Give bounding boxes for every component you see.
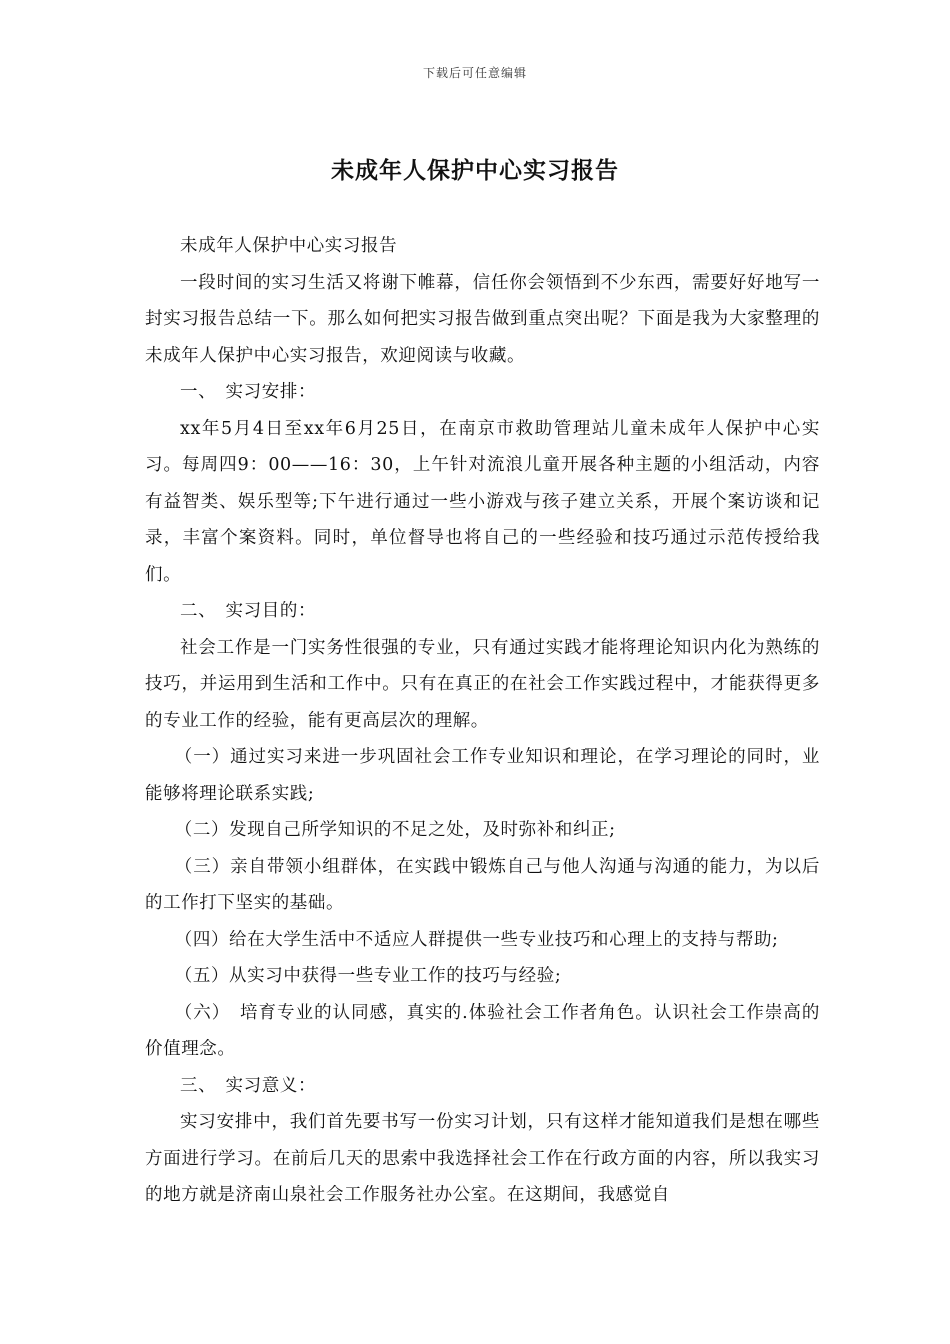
- document-title: 未成年人保护中心实习报告: [331, 158, 619, 184]
- paragraph-intro: 一段时间的实习生活又将谢下帷幕，信任你会领悟到不少东西，需要好好地写一封实习报告总结一下。那么如何把实习报告做到重点突出呢？下面是我为大家整理的未成年人保护中心实习报告，欢迎阅读与收藏。: [145, 272, 820, 366]
- list-item-purpose-1: （一）通过实习来进一步巩固社会工作专业知识和理论，在学习理论的同时，业能够将理论联系实践;: [145, 747, 820, 804]
- paragraph-purpose: 社会工作是一门实务性很强的专业，只有通过实践才能将理论知识内化为熟练的技巧，并运用到生活和工作中。只有在真正的在社会工作实践过程中，才能获得更多的专业工作的经验，能有更高层次的理解。: [145, 637, 820, 731]
- list-item-purpose-6: （六） 培育专业的认同感，真实的.体验社会工作者角色。认识社会工作崇高的价值理念。: [145, 1002, 820, 1059]
- header-note: 下载后可任意编辑: [422, 66, 527, 80]
- list-item-purpose-5: （五）从实习中获得一些专业工作的技巧与经验;: [174, 966, 562, 986]
- section-heading-purpose: 二、 实习目的：: [180, 601, 317, 621]
- list-item-purpose-4: （四）给在大学生活中不适应人群提供一些专业技巧和心理上的支持与帮助;: [174, 929, 779, 950]
- section-heading-significance: 三、 实习意义：: [180, 1075, 317, 1096]
- paragraph-arrangement: xx年5月4日至xx年6月25日，在南京市救助管理站儿童未成年人保护中心实习。每周四9：00——16：30，上午针对流浪儿童开展各种主题的小组活动，内容有益智类、娱乐型等;下午进行通过一些小游戏与孩子建立关系，开展个案访谈和记录，丰富个案资料。同时，单位督导也将自己的一些经验和技巧通过示范传授给我们。: [145, 418, 820, 585]
- document-body: [145, 228, 820, 1214]
- list-item-purpose-2: （二）发现自己所学知识的不足之处，及时弥补和纠正;: [174, 820, 616, 840]
- paragraph-significance: 实习安排中，我们首先要书写一份实习计划，只有这样才能知道我们是想在哪些方面进行学习。在前后几天的思索中我选择社会工作在行政方面的内容，所以我实习的地方就是济南山泉社会工作服务社办公室。在这期间，我感觉自: [145, 1112, 820, 1205]
- list-item-purpose-3: （三）亲自带领小组群体，在实践中锻炼自己与他人沟通与沟通的能力，为以后的工作打下坚实的基础。: [145, 856, 820, 913]
- paragraph-subtitle: 未成年人保护中心实习报告: [180, 236, 398, 256]
- section-heading-arrangement: 一、 实习安排：: [180, 382, 317, 402]
